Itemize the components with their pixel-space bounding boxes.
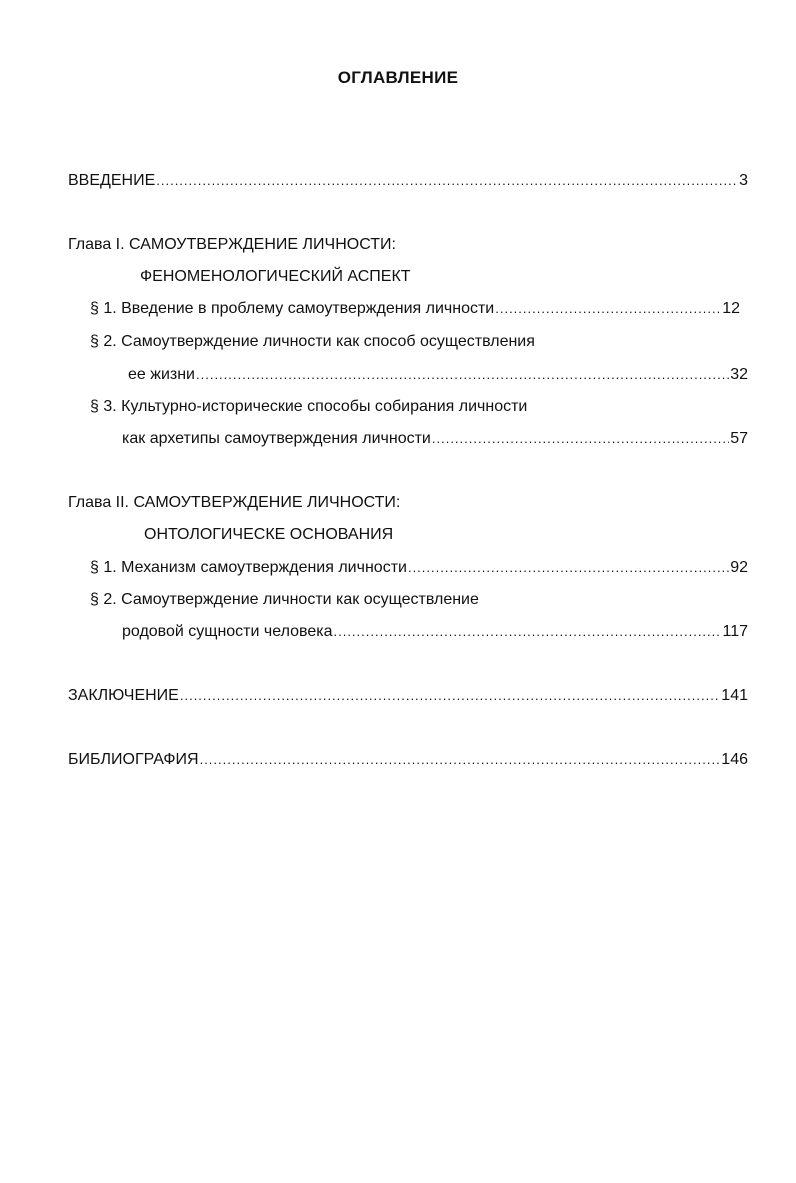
dot-leader	[196, 364, 729, 386]
toc-entry-label: как архетипы самоутверждения личности	[122, 430, 431, 447]
toc-entry-ch1-s1	[90, 298, 740, 320]
toc-page-number: 12	[722, 300, 740, 317]
toc-entry-conclusion	[68, 685, 748, 707]
dot-leader	[495, 298, 721, 320]
toc-page-number: 57	[730, 430, 748, 447]
chapter-1-heading: Глава I. САМОУТВЕРЖДЕНИЕ ЛИЧНОСТИ:	[68, 236, 396, 253]
toc-entry-label: § 1. Введение в проблему самоутверждения личности	[90, 300, 495, 317]
toc-entry-intro	[68, 170, 748, 192]
toc-entry-ch1-s3	[122, 428, 748, 450]
toc-entry-ch2-s1	[90, 557, 748, 579]
toc-entry-ch1-s3-line1: § 3. Культурно-исторические способы собирания личности	[90, 398, 528, 415]
toc-entry-label: ЗАКЛЮЧЕНИЕ	[68, 687, 179, 704]
chapter-2-subheading: ОНТОЛОГИЧЕСКЕ ОСНОВАНИЯ	[144, 526, 394, 543]
toc-entry-label: ее жизни	[128, 366, 195, 383]
toc-entry-ch1-s2	[128, 364, 748, 386]
dot-leader	[180, 685, 720, 707]
toc-entry-label: ВВЕДЕНИЕ	[68, 172, 156, 189]
dot-leader	[408, 557, 729, 579]
dot-leader	[432, 428, 729, 450]
toc-entry-label: § 1. Механизм самоутверждения личности	[90, 559, 407, 576]
toc-page-number: 146	[721, 751, 748, 768]
toc-entry-ch1-s2-line1: § 2. Самоутверждение личности как способ осуществления	[90, 333, 535, 350]
toc-entry-ch2-s2-line1: § 2. Самоутверждение личности как осуществление	[90, 591, 479, 608]
page-title: ОГЛАВЛЕНИЕ	[337, 68, 459, 87]
toc-page-number: 141	[721, 687, 748, 704]
chapter-1-subheading: ФЕНОМЕНОЛОГИЧЕСКИЙ АСПЕКТ	[140, 268, 411, 285]
toc-entry-label: родовой сущности человека	[122, 623, 333, 640]
toc-page-number: 32	[730, 366, 748, 383]
toc-page-number: 92	[730, 559, 748, 576]
dot-leader	[200, 749, 721, 771]
toc-page-number: 3	[739, 172, 748, 189]
toc-page-number: 117	[722, 623, 748, 640]
dot-leader	[156, 170, 738, 192]
toc-entry-ch2-s2	[122, 621, 748, 643]
chapter-2-heading: Глава II. САМОУТВЕРЖДЕНИЕ ЛИЧНОСТИ:	[68, 494, 401, 511]
toc-entry-bibliography	[68, 749, 748, 771]
dot-leader	[333, 621, 721, 643]
toc-entry-label: БИБЛИОГРАФИЯ	[68, 751, 199, 768]
